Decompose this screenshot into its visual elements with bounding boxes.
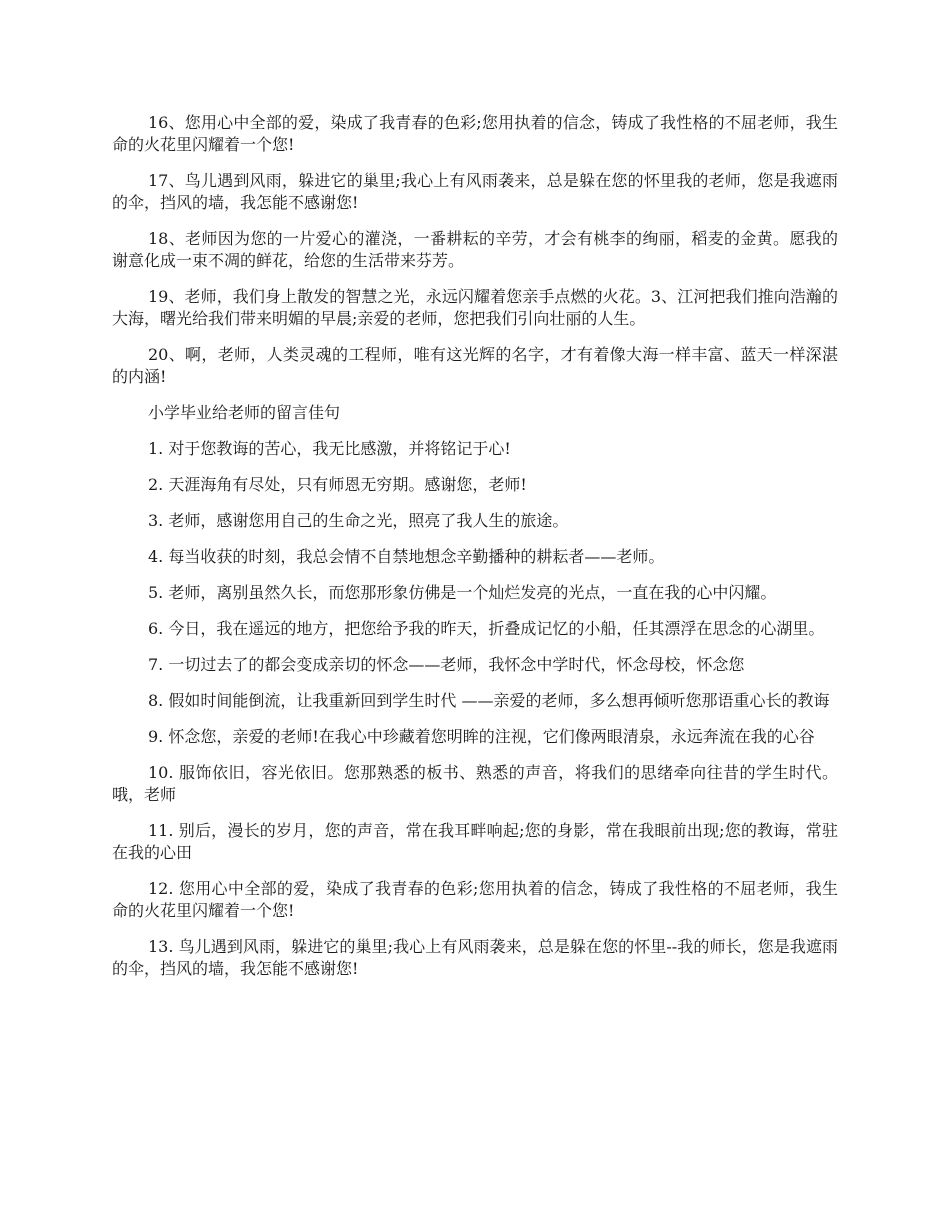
list-item-4: 4. 每当收获的时刻，我总会情不自禁地想念辛勤播种的耕耘者——老师。 bbox=[148, 547, 665, 566]
paragraph-16: 16、您用心中全部的爱，染成了我青春的色彩;您用执着的信念，铸成了我性格的不屈老师，我生命的火花里闪耀着一个您! bbox=[112, 113, 838, 154]
list-item-6: 6. 今日，我在遥远的地方，把您给予我的昨天，折叠成记忆的小船，任其漂浮在思念的心湖里。 bbox=[148, 619, 825, 638]
list-item-9: 9. 怀念您，亲爱的老师!在我心中珍藏着您明眸的注视，它们像两眼清泉，永远奔流在我的心谷 bbox=[148, 727, 815, 746]
list-item-3: 3. 老师，感谢您用自己的生命之光，照亮了我人生的旅途。 bbox=[148, 511, 569, 530]
list-item-11: 11. 别后，漫长的岁月，您的声音，常在我耳畔响起;您的身影，常在我眼前出现;您的教诲，常驻在我的心田 bbox=[112, 821, 838, 862]
list-item-1: 1. 对于您教诲的苦心，我无比感激，并将铭记于心! bbox=[148, 439, 511, 458]
list-item-7: 7. 一切过去了的都会变成亲切的怀念——老师，我怀念中学时代，怀念母校，怀念您 bbox=[148, 655, 745, 674]
paragraph-19: 19、老师，我们身上散发的智慧之光，永远闪耀着您亲手点燃的火花。3、江河把我们推向浩瀚的大海，曙光给我们带来明媚的早晨;亲爱的老师，您把我们引向壮丽的人生。 bbox=[112, 287, 838, 328]
paragraph-17: 17、鸟儿遇到风雨，躲进它的巢里;我心上有风雨袭来，总是躲在您的怀里我的老师，您是我遮雨的伞，挡风的墙，我怎能不感谢您! bbox=[112, 171, 838, 212]
paragraph-18: 18、老师因为您的一片爱心的灌浇，一番耕耘的辛劳，才会有桃李的绚丽，稻麦的金黄。愿我的谢意化成一束不凋的鲜花，给您的生活带来芬芳。 bbox=[112, 229, 838, 270]
list-item-5: 5. 老师，离别虽然久长，而您那形象仿佛是一个灿烂发亮的光点，一直在我的心中闪耀。 bbox=[148, 583, 777, 602]
section-heading: 小学毕业给老师的留言佳句 bbox=[148, 403, 341, 422]
list-item-2: 2. 天涯海角有尽处，只有师恩无穷期。感谢您，老师! bbox=[148, 475, 527, 494]
list-item-10: 10. 服饰依旧，容光依旧。您那熟悉的板书、熟悉的声音，将我们的思绪牵向往昔的学生时代。哦，老师 bbox=[112, 763, 838, 804]
list-item-12: 12. 您用心中全部的爱，染成了我青春的色彩;您用执着的信念，铸成了我性格的不屈老师，我生命的火花里闪耀着一个您! bbox=[112, 879, 838, 920]
list-item-13: 13. 鸟儿遇到风雨，躲进它的巢里;我心上有风雨袭来，总是躲在您的怀里--我的师长，您是我遮雨的伞，挡风的墙，我怎能不感谢您! bbox=[112, 937, 838, 978]
list-item-8: 8. 假如时间能倒流，让我重新回到学生时代 ——亲爱的老师，多么想再倾听您那语重心长的教诲 bbox=[148, 691, 830, 710]
document-page bbox=[112, 112, 838, 994]
paragraph-20: 20、啊，老师，人类灵魂的工程师，唯有这光辉的名字，才有着像大海一样丰富、蓝天一样深湛的内涵! bbox=[112, 345, 838, 386]
